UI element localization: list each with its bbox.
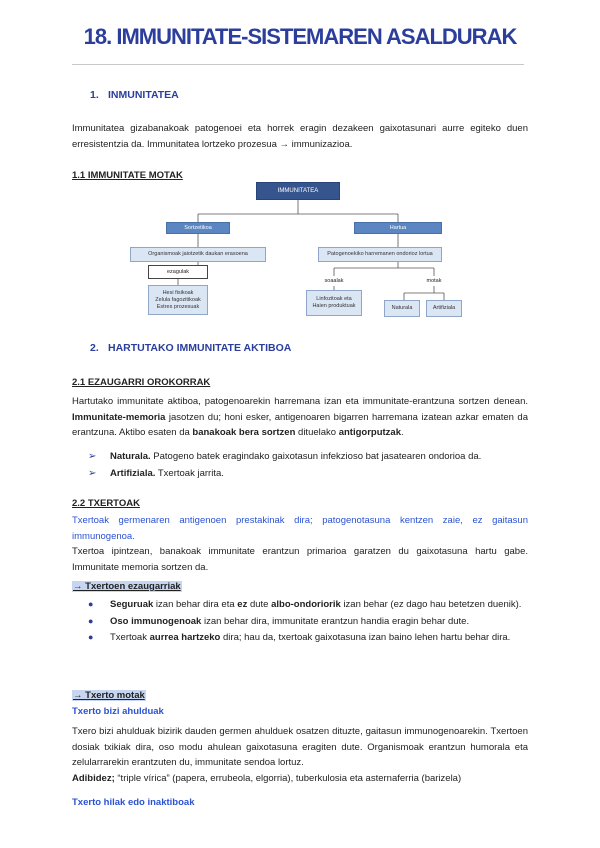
text-run: izan behar (ez dago hau betetzen duenik). (340, 599, 522, 610)
diagram-node-acquired-a: soaalak (306, 276, 362, 286)
diagram-node-artificial: Artifiziala (426, 300, 462, 317)
text-run: dira; hau da, txertoak gaixotasuna izan baino lehen hartu behar dira. (220, 632, 511, 643)
bold-term: Immunitate-memoria (72, 411, 166, 423)
diagram-node-innate-type: ezagulak (148, 265, 208, 279)
section-number: 1. (90, 89, 99, 101)
text-run: dituelako (295, 427, 339, 438)
section-title: INMUNITATEA (108, 89, 179, 101)
bold-term: Artifiziala. (110, 467, 156, 479)
text-run: Txertoak (110, 632, 150, 643)
arrow-bullet-icon: ➢ (88, 451, 97, 462)
subsection-heading: 2.1 EZAUGARRI OROKORRAK (72, 377, 211, 388)
text-run: izan behar dira, immunitate erantzun handia eragin behar dute. (201, 615, 470, 627)
bold-term: Adibidez; (72, 773, 115, 784)
diagram-root-node: IMMUNITATEA (256, 182, 340, 200)
live-vaccine-paragraph: Txero bizi ahulduak bizirik dauden germen ahulduek osatzen dituzte, gaitasun immunogenoarekin. Txertoen dosiak txikiak dira, oso modu ahulean gaixotasuna eragiten dute. Organismoak erantzun humorala eta zelularrarekin erantzuten du, immunitate sendoa lortuz. (72, 726, 528, 768)
text-run: Hartutako immunitate aktiboa, patogenoarekin harremana izan eta immunitate-erantzuna sortzen denean. (72, 396, 528, 407)
example-line (72, 771, 528, 787)
dot-bullet-icon: ● (88, 615, 94, 626)
title-divider (72, 64, 524, 65)
vaccine-type-heading: Txerto hilak edo inaktiboak (72, 797, 195, 808)
diagram-node-acquired-desc: Patogenoekiko harremanen ondorioz lortua (318, 247, 442, 262)
bold-term: albo-ondoriorik (271, 599, 341, 610)
active-immunity-paragraph (72, 394, 528, 441)
text-run: izan behar dira eta (153, 599, 238, 610)
diagram-node-innate: Sortzetikoa (166, 222, 230, 234)
vaccine-definition: Txertoak germenaren antigenoen prestakinak dira; patogenotasuna kentzen zaie, ez gaitasun immunogenoa. (72, 515, 528, 542)
bold-term: banakoak bera sortzen (192, 427, 296, 438)
text-run: . (400, 427, 404, 438)
bold-term: Oso immunogenoak (110, 615, 202, 627)
text-run: Txertoak jarrita. (155, 467, 224, 479)
text-run: dute (247, 599, 272, 610)
vaccine-paragraph: Txertoa ipintzean, banakoak immunitate erantzun primarioa garatzen du gaixotasuna hartu gabe. Immunitate memoria sortzen da. (72, 546, 528, 573)
diagram-node-innate-detail: Hesi fisikoak Zelula fagozitikoak Estres prozesuak (148, 285, 208, 315)
subsection-heading: 1.1 IMMUNITATE MOTAK (72, 170, 183, 181)
example-text: “triple vírica” (papera, errubeola, elgorria), tuberkulosia eta asternaferria (barizela) (114, 773, 462, 784)
list-item (72, 614, 528, 630)
diagram-node-acquired: Hartua (354, 222, 442, 234)
diagram-node-acquired-b: motak (410, 276, 458, 286)
list-item (72, 630, 528, 646)
vaccine-type-heading: Txerto bizi ahulduak (72, 706, 164, 717)
list-item (72, 597, 528, 613)
highlighted-subheading: → Txertoen ezaugarriak (73, 581, 181, 592)
section-1-paragraph: Immunitatea gizabanakoak patogenoei eta horrek eragin dezakeen gaixotasunari aurre egiteko duen erresistentzia da. Immunitatea lortzeko prozesua → immunizazioa. (72, 123, 528, 150)
section-number: 2. (90, 342, 99, 354)
bold-term: antigorputzak (338, 427, 401, 438)
list-item (72, 449, 528, 465)
bold-term: Seguruak (110, 599, 154, 610)
dot-bullet-icon: ● (88, 632, 94, 642)
subsection-heading: 2.2 TXERTOAK (72, 498, 140, 509)
text-run: jasotzen du; honi esker, antigenoaren bigarren harremana izatean azkar ematen da erantzuna. Aktibo esaten da (72, 411, 528, 438)
immunity-kinds-list (72, 449, 528, 482)
vaccine-features-list (72, 597, 528, 647)
dot-bullet-icon: ● (88, 599, 94, 609)
highlighted-subheading: → Txerto motak (73, 690, 145, 701)
bold-term: aurrea hartzeko (149, 632, 221, 643)
diagram-node-natural: Naturala (384, 300, 420, 317)
page-title: 18. IMMUNITATE-SISTEMAREN ASALDURAK (83, 24, 517, 49)
section-1-heading (90, 89, 179, 101)
arrow-bullet-icon: ➢ (88, 467, 97, 479)
diagram-node-innate-desc: Organismoak jaiotzetik daukan erasoena (130, 247, 266, 262)
diagram-node-acquired-a-detail: Linfozitoak eta Haien produktuak (306, 290, 362, 316)
text-run: Patogeno batek eragindako gaixotasun infekzioso bat jasatearen ondorioa da. (150, 451, 482, 462)
bold-term: ez (237, 599, 248, 610)
list-item (72, 466, 528, 482)
section-title: HARTUTAKO IMMUNITATE AKTIBOA (108, 342, 292, 354)
section-2-heading (90, 342, 291, 354)
bold-term: Naturala. (110, 451, 151, 462)
